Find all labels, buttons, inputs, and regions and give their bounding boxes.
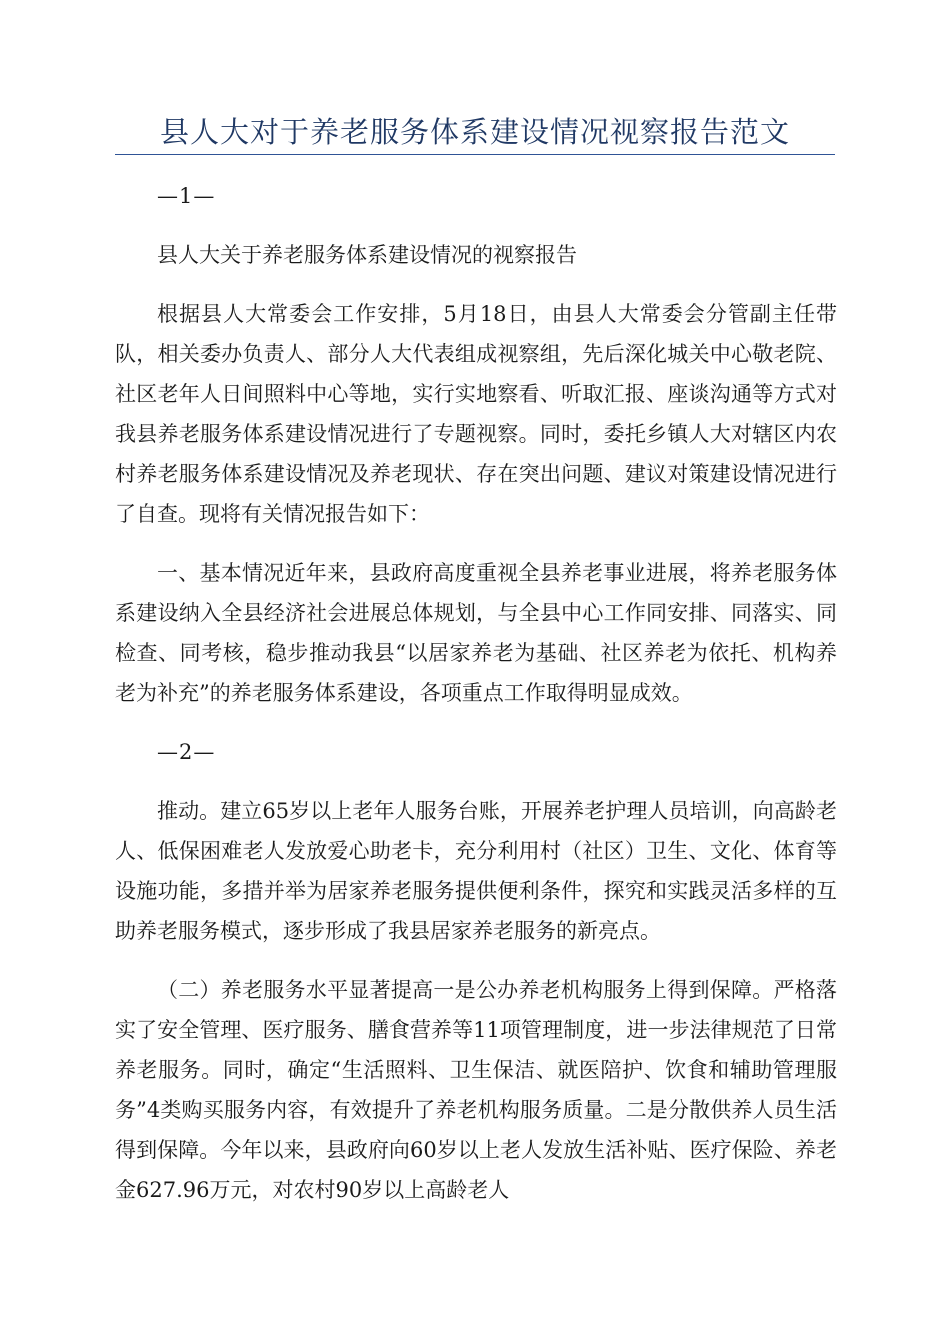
paragraph-service-level: （二）养老服务水平显著提高一是公办养老机构服务上得到保障。严格落实了安全管理、医疗服务、膳食营养等11项管理制度，进一步法律规范了日常养老服务。同时，确定“生活照料、卫生保洁、就医陪护、饮食和辅助管理服务”4类购买服务内容，有效提升了养老机构服务质量。二是分散供养人员生活得到保障。今年以来，县政府向60岁以上老人发放生活补贴、医疗保险、养老金627.96万元，对农村90岁以上高龄老人 [115,978,837,1202]
paragraph-home-care: 推动。建立65岁以上老年人服务台账，开展养老护理人员培训，向高龄老人、低保困难老人发放爱心助老卡，充分利用村（社区）卫生、文化、体育等设施功能，多措并举为居家养老服务提供便利条件，探究和实践灵活多样的互助养老服务模式，逐步形成了我县居家养老服务的新亮点。 [115,799,837,943]
paragraph-intro: 根据县人大常委会工作安排，5月18日，由县人大常委会分管副主任带队，相关委办负责人、部分人大代表组成视察组，先后深化城关中心敬老院、社区老年人日间照料中心等地，实行实地察看、听取汇报、座谈沟通等方式对我县养老服务体系建设情况进行了专题视察。同时，委托乡镇人大对辖区内农村养老服务体系建设情况及养老现状、存在突出问题、建议对策建设情况进行了自查。现将有关情况报告如下： [115,302,837,526]
page-marker-2: —2— [157,740,216,764]
report-heading: 县人大关于养老服务体系建设情况的视察报告 [157,243,577,267]
title-underline [115,154,835,155]
document-title: 县人大对于养老服务体系建设情况视察报告范文 [159,115,790,149]
page-marker-1: —1— [157,184,216,208]
document-body [115,176,837,1210]
paragraph-basic-situation: 一、基本情况近年来，县政府高度重视全县养老事业进展，将养老服务体系建设纳入全县经济社会进展总体规划，与全县中心工作同安排、同落实、同检查、同考核，稳步推动我县“以居家养老为基础、社区养老为依托、机构养老为补充”的养老服务体系建设，各项重点工作取得明显成效。 [115,561,837,705]
